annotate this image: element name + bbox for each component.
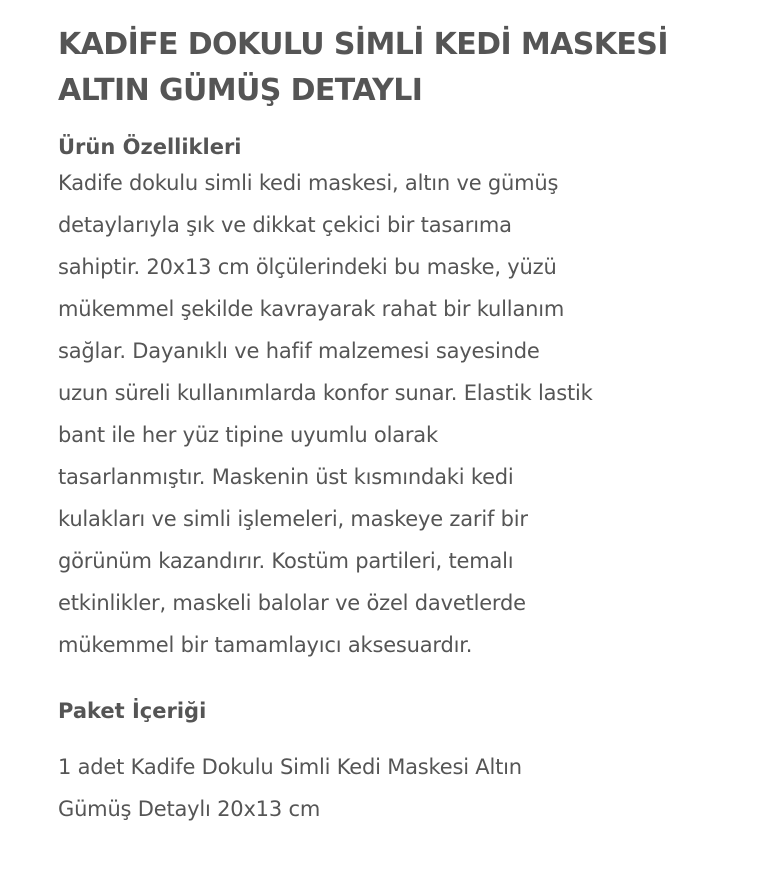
- package-line: 1 adet Kadife Dokulu Simli Kedi Maskesi Altın: [58, 755, 522, 779]
- product-title: [58, 22, 742, 114]
- description-line: bant ile her yüz tipine uyumlu olarak: [58, 423, 438, 447]
- description-line: görünüm kazandırır. Kostüm partileri, temalı: [58, 549, 514, 573]
- description-line: tasarlanmıştır. Maskenin üst kısmındaki kedi: [58, 465, 514, 489]
- package-contents-description: [58, 746, 742, 830]
- product-title-line: ALTIN GÜMÜŞ DETAYLI: [58, 73, 423, 108]
- product-title-line: KADİFE DOKULU SİMLİ KEDİ MASKESİ: [58, 27, 668, 62]
- description-line: detaylarıyla şık ve dikkat çekici bir tasarıma: [58, 213, 512, 237]
- description-line: mükemmel bir tamamlayıcı aksesuardır.: [58, 633, 473, 657]
- package-contents-heading: Paket İçeriği: [58, 699, 207, 723]
- description-line: kulakları ve simli işlemeleri, maskeye zarif bir: [58, 507, 528, 531]
- package-line: Gümüş Detaylı 20x13 cm: [58, 797, 321, 821]
- description-line: mükemmel şekilde kavrayarak rahat bir kullanım: [58, 297, 565, 321]
- features-heading: Ürün Özellikleri: [58, 135, 242, 159]
- description-line: sağlar. Dayanıklı ve hafif malzemesi sayesinde: [58, 339, 540, 363]
- description-line: sahiptir. 20x13 cm ölçülerindeki bu maske, yüzü: [58, 255, 557, 279]
- description-line: etkinlikler, maskeli balolar ve özel davetlerde: [58, 591, 526, 615]
- description-line: Kadife dokulu simli kedi maskesi, altın ve gümüş: [58, 171, 559, 195]
- description-line: uzun süreli kullanımlarda konfor sunar. Elastik lastik: [58, 381, 593, 405]
- features-description: [58, 162, 742, 666]
